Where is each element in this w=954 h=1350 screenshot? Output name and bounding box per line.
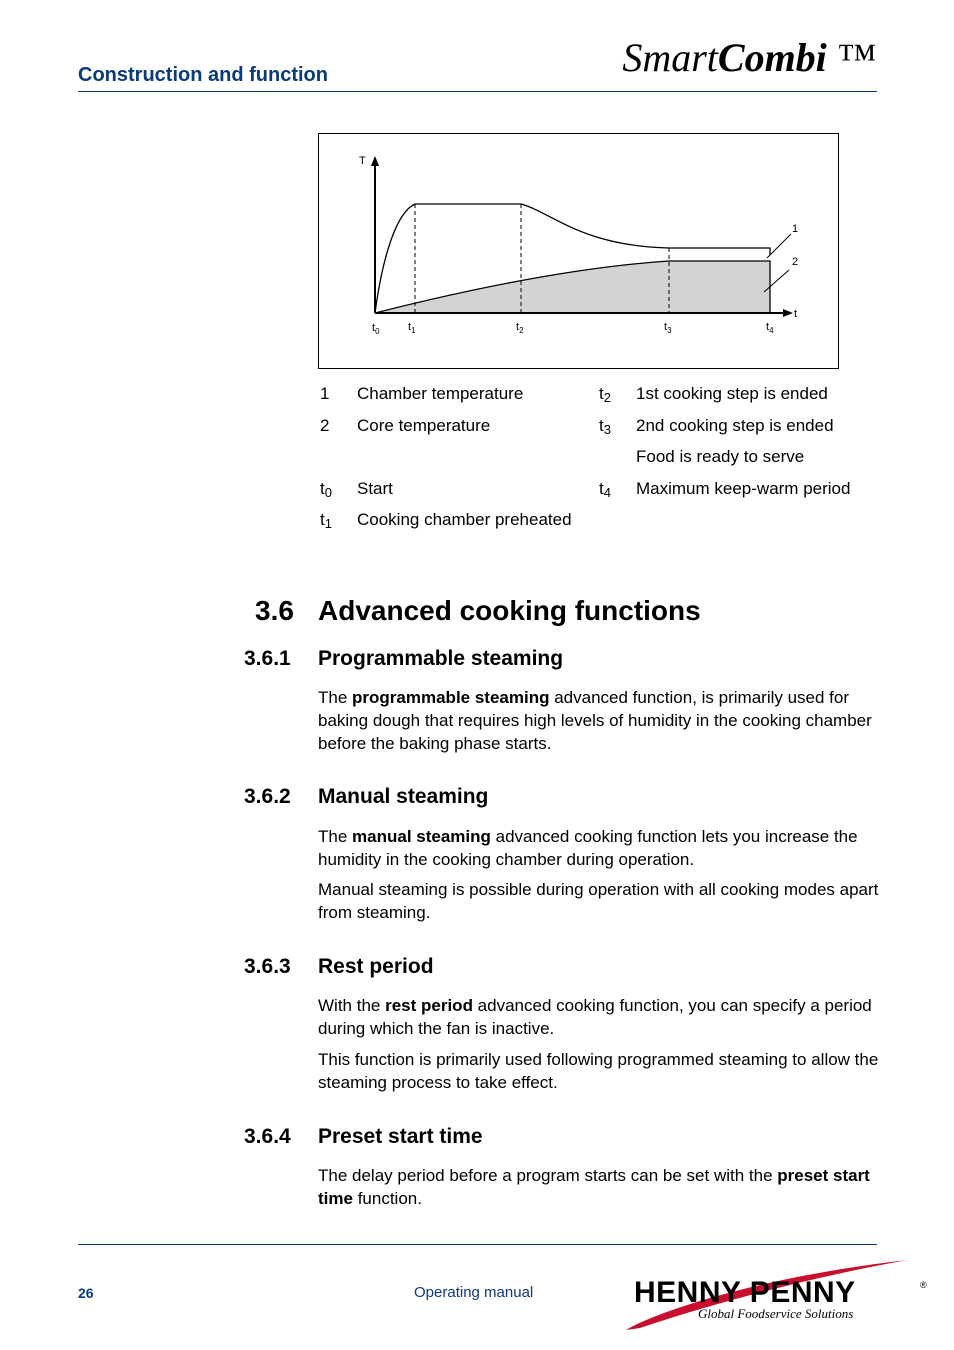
subsection-heading-3-6-3: [244, 955, 434, 979]
footer-document-title: Operating manual: [414, 1284, 534, 1301]
temperature-diagram: [318, 133, 839, 369]
legend-text-t3-line2: Food is ready to serve: [636, 447, 805, 466]
curve-label-1: 1: [792, 223, 799, 235]
brand-tm: ™: [826, 35, 876, 80]
henny-penny-logo-svg: [608, 1252, 938, 1334]
legend-text-1: Chamber temperature: [357, 384, 524, 403]
legend-text-t0: Start: [357, 479, 393, 498]
footer-rule: [78, 1244, 877, 1245]
subsection-number: 3.6.3: [244, 955, 291, 978]
paragraph-preset-start-time: The delay period before a program starts can be set with the preset start time function.: [318, 1166, 870, 1208]
t0-label: $t_0$: [372, 322, 380, 336]
legend-text-t4: Maximum keep-warm period: [636, 479, 851, 498]
legend-text-t1: Cooking chamber preheated: [357, 510, 572, 529]
henny-penny-logo: [608, 1252, 938, 1334]
subsection-number: 3.6.2: [244, 785, 291, 808]
label-1-leader: [767, 234, 791, 258]
paragraph-manual-steaming-1: The manual steaming advanced cooking function lets you increase the humidity in the cooking chamber during operation.: [318, 827, 858, 869]
y-axis-arrow: [371, 156, 379, 166]
t1-label: $t_1$: [408, 321, 416, 335]
section-title: Construction and function: [78, 64, 328, 86]
paragraph-rest-period-2: This function is primarily used following programmed steaming to allow the steaming process to take effect.: [318, 1050, 879, 1092]
logo-registered-mark: ®: [920, 1280, 927, 1290]
paragraph-programmable-steaming: The programmable steaming advanced function, is primarily used for baking dough that requires high levels of humidity in the cooking chamber before the baking phase starts.: [318, 688, 872, 753]
subsection-title: Manual steaming: [318, 785, 489, 808]
subsection-title: Rest period: [318, 955, 434, 978]
legend-key-t1: $t_1$: [320, 510, 332, 531]
t4-label: $t_4$: [766, 321, 774, 335]
section-number: 3.6: [255, 595, 294, 626]
logo-wordmark: HENNY PENNY: [634, 1276, 856, 1309]
legend-key-t3: $t_3$: [599, 416, 611, 437]
y-axis-label: T: [359, 155, 366, 167]
temperature-diagram-svg: [319, 134, 840, 370]
legend-key-1: 1: [320, 384, 330, 403]
legend-key-t2: $t_2$: [599, 384, 611, 405]
section-heading-title: Advanced cooking functions: [318, 595, 701, 626]
t2-label: $t_2$: [516, 321, 524, 335]
subsection-heading-3-6-4: [244, 1125, 483, 1149]
logo-tagline: Global Foodservice Solutions: [698, 1306, 854, 1321]
legend-key-t0: $t_0$: [320, 479, 332, 500]
page-number: 26: [78, 1285, 94, 1301]
core-temperature-fill: [375, 261, 770, 313]
subsection-title: Preset start time: [318, 1125, 483, 1148]
subsection-heading-3-6-2: [244, 785, 489, 809]
legend-key-2: 2: [320, 416, 330, 435]
legend-key-t4: $t_4$: [599, 479, 611, 500]
subsection-number: 3.6.1: [244, 647, 291, 670]
curve-label-2: 2: [792, 256, 799, 268]
header-rule: [78, 91, 877, 92]
x-axis-arrow: [783, 309, 793, 317]
legend-text-t3: 2nd cooking step is ended: [636, 416, 834, 435]
subsection-heading-3-6-1: [244, 647, 564, 671]
brand-prefix: Smart: [622, 35, 718, 80]
brand-logo: [622, 34, 876, 81]
legend-text-t2: 1st cooking step is ended: [636, 384, 828, 403]
subsection-title: Programmable steaming: [318, 647, 564, 670]
x-axis-label: t: [794, 308, 798, 320]
paragraph-manual-steaming-2: Manual steaming is possible during operation with all cooking modes apart from steaming.: [318, 880, 879, 922]
paragraph-rest-period-1: With the rest period advanced cooking function, you can specify a period during which the fan is inactive.: [318, 996, 872, 1038]
legend-text-2: Core temperature: [357, 416, 491, 435]
brand-bold: Combi: [717, 35, 827, 80]
t3-label: $t_3$: [664, 321, 672, 335]
section-heading: [255, 595, 701, 627]
subsection-number: 3.6.4: [244, 1125, 291, 1148]
